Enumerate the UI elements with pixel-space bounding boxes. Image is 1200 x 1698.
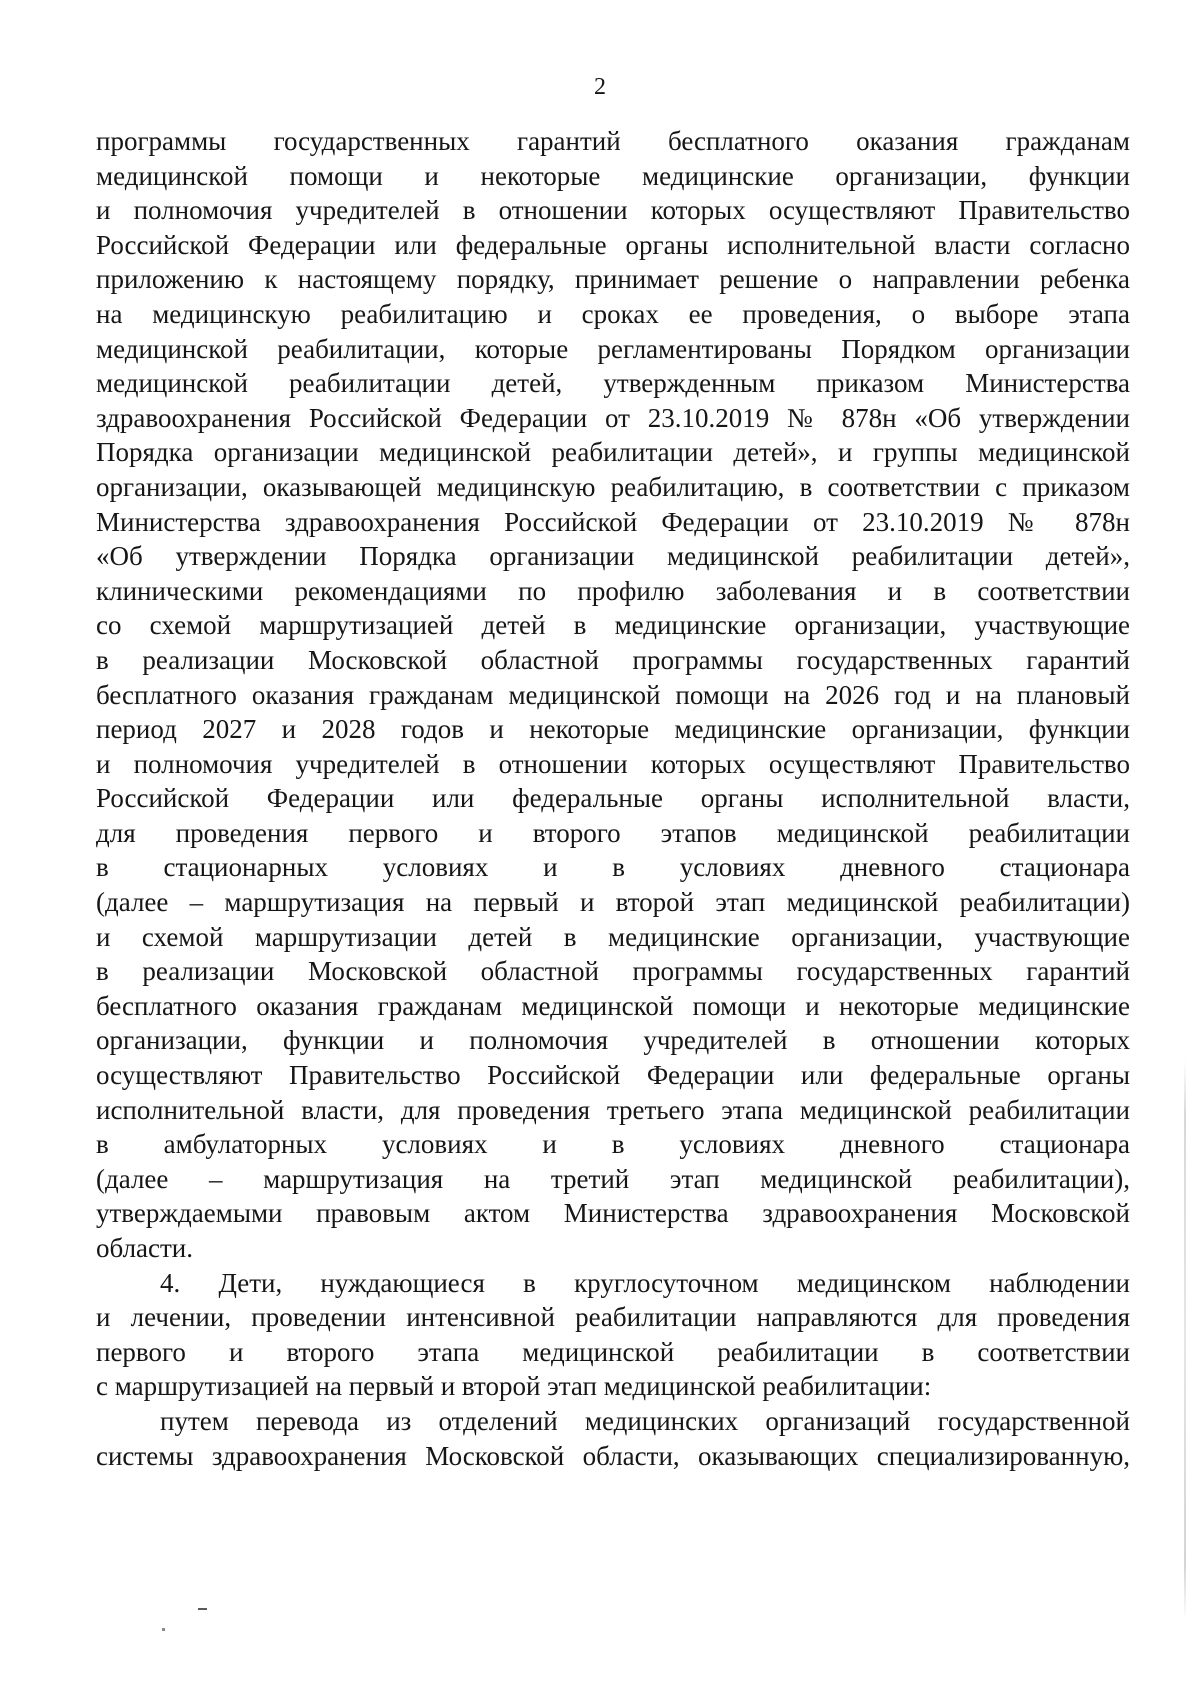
text-line: Российской Федерации или федеральные органы исполнительной власти, (96, 783, 1130, 814)
text-line: медицинской помощи и некоторые медицинские организации, функции (96, 160, 1130, 191)
text-line: программы государственных гарантий бесплатного оказания гражданам (96, 126, 1130, 156)
text-line: «Об утверждении Порядка организации медицинской реабилитации детей», (96, 541, 1130, 572)
text-line: и схемой маршрутизации детей в медицинские организации, участвующие (96, 921, 1130, 952)
scan-speck (198, 1608, 207, 1610)
text-line: здравоохранения Российской Федерации от 23.10.2019 № 878н «Об утверждении (96, 402, 1130, 433)
scan-speck (162, 1628, 165, 1631)
text-line: с маршрутизацией на первый и второй этап медицинской реабилитации: (96, 1371, 932, 1402)
text-line: системы здравоохранения Московской области, оказывающих специализированную, (96, 1440, 1130, 1471)
text-line: бесплатного оказания гражданам медицинской помощи на 2026 год и на плановый (96, 679, 1130, 710)
text-line: клиническими рекомендациями по профилю заболевания и в соответствии (96, 575, 1130, 606)
text-line: на медицинскую реабилитацию и сроках ее проведения, о выборе этапа (96, 298, 1130, 329)
subparagraph-start: путем перевода из отделений медицинских организаций государственной (160, 1405, 1130, 1436)
text-line: в реализации Московской областной программы государственных гарантий (96, 644, 1130, 675)
body-text (96, 124, 1130, 1473)
text-line: и полномочия учредителей в отношении которых осуществляют Правительство (96, 195, 1130, 226)
text-line: в реализации Московской областной программы государственных гарантий (96, 956, 1130, 987)
text-line: организации, оказывающей медицинскую реабилитацию, в соответствии с приказом (96, 471, 1130, 502)
text-line: (далее – маршрутизация на третий этап медицинской реабилитации), (96, 1163, 1130, 1194)
text-line: первого и второго этапа медицинской реабилитации в соответствии (96, 1336, 1130, 1367)
text-line: утверждаемыми правовым актом Министерства здравоохранения Московской (96, 1198, 1130, 1229)
text-line: и полномочия учредителей в отношении которых осуществляют Правительство (96, 748, 1130, 779)
text-line: для проведения первого и второго этапов медицинской реабилитации (96, 817, 1130, 848)
text-line: исполнительной власти, для проведения третьего этапа медицинской реабилитации (96, 1094, 1130, 1125)
text-line: области. (96, 1233, 194, 1263)
text-line: бесплатного оказания гражданам медицинской помощи и некоторые медицинские (96, 990, 1130, 1021)
page-number: 2 (594, 74, 606, 100)
text-line: период 2027 и 2028 годов и некоторые медицинские организации, функции (96, 714, 1130, 745)
text-line: организации, функции и полномочия учредителей в отношении которых (96, 1025, 1130, 1056)
text-line: приложению к настоящему порядку, принимает решение о направлении ребенка (96, 264, 1130, 295)
text-line: медицинской реабилитации, которые регламентированы Порядком организации (96, 333, 1130, 364)
text-line: со схемой маршрутизацией детей в медицинские организации, участвующие (96, 610, 1130, 641)
scan-edge-shadow (1184, 1060, 1186, 1620)
text-line: в стационарных условиях и в условиях дневного стационара (96, 852, 1130, 883)
text-line: осуществляют Правительство Российской Федерации или федеральные органы (96, 1060, 1130, 1091)
text-line: Порядка организации медицинской реабилитации детей», и группы медицинской (96, 437, 1130, 468)
paragraph-4-start: 4. Дети, нуждающиеся в круглосуточном медицинском наблюдении (160, 1267, 1130, 1298)
text-line: в амбулаторных условиях и в условиях дневного стационара (96, 1129, 1130, 1160)
text-line: и лечении, проведении интенсивной реабилитации направляются для проведения (96, 1302, 1130, 1333)
text-line: Российской Федерации или федеральные органы исполнительной власти согласно (96, 229, 1130, 260)
text-line: медицинской реабилитации детей, утвержденным приказом Министерства (96, 368, 1130, 399)
text-line: (далее – маршрутизация на первый и второй этап медицинской реабилитации) (96, 887, 1130, 918)
text-line: Министерства здравоохранения Российской Федерации от 23.10.2019 № 878н (96, 506, 1130, 537)
